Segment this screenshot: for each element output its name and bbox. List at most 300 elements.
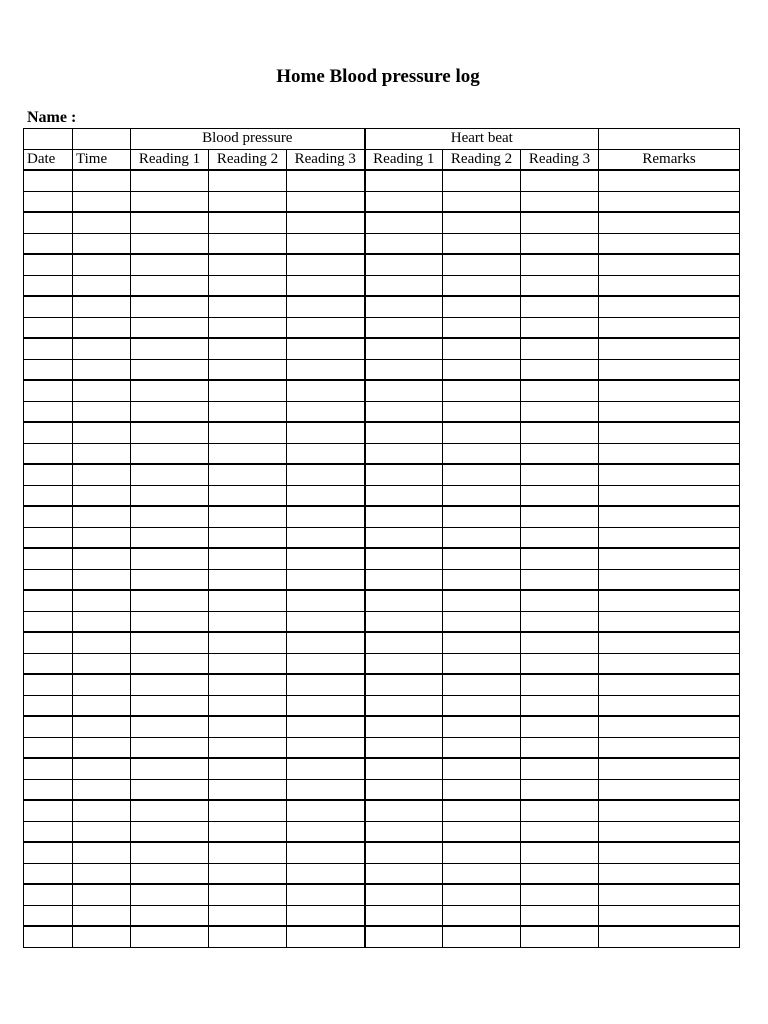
bp-reading-2-cell[interactable] (209, 821, 287, 842)
remarks-cell[interactable] (599, 632, 740, 653)
bp-reading-1-cell[interactable] (131, 422, 209, 443)
bp-reading-2-cell[interactable] (209, 191, 287, 212)
remarks-cell[interactable] (599, 464, 740, 485)
hb-reading-1-cell[interactable] (365, 527, 443, 548)
bp-reading-1-cell[interactable] (131, 632, 209, 653)
date-cell[interactable] (24, 569, 73, 590)
bp-reading-2-cell[interactable] (209, 506, 287, 527)
bp-reading-3-cell[interactable] (287, 863, 365, 884)
bp-reading-3-cell[interactable] (287, 779, 365, 800)
date-cell[interactable] (24, 695, 73, 716)
bp-reading-2-cell[interactable] (209, 716, 287, 737)
hb-reading-3-cell[interactable] (521, 338, 599, 359)
bp-reading-3-cell[interactable] (287, 233, 365, 254)
bp-reading-3-cell[interactable] (287, 317, 365, 338)
hb-reading-2-cell[interactable] (443, 737, 521, 758)
hb-reading-3-cell[interactable] (521, 905, 599, 926)
remarks-cell[interactable] (599, 485, 740, 506)
date-cell[interactable] (24, 401, 73, 422)
bp-reading-1-cell[interactable] (131, 905, 209, 926)
bp-reading-2-cell[interactable] (209, 443, 287, 464)
hb-reading-1-cell[interactable] (365, 548, 443, 569)
time-cell[interactable] (73, 926, 131, 947)
bp-reading-3-cell[interactable] (287, 380, 365, 401)
bp-reading-1-cell[interactable] (131, 926, 209, 947)
hb-reading-1-cell[interactable] (365, 905, 443, 926)
remarks-cell[interactable] (599, 674, 740, 695)
hb-reading-3-cell[interactable] (521, 233, 599, 254)
hb-reading-1-cell[interactable] (365, 359, 443, 380)
bp-reading-3-cell[interactable] (287, 338, 365, 359)
time-cell[interactable] (73, 317, 131, 338)
hb-reading-3-cell[interactable] (521, 674, 599, 695)
time-cell[interactable] (73, 380, 131, 401)
hb-reading-1-cell[interactable] (365, 737, 443, 758)
time-cell[interactable] (73, 212, 131, 233)
bp-reading-1-cell[interactable] (131, 800, 209, 821)
bp-reading-2-cell[interactable] (209, 674, 287, 695)
hb-reading-3-cell[interactable] (521, 548, 599, 569)
bp-reading-2-cell[interactable] (209, 485, 287, 506)
bp-reading-3-cell[interactable] (287, 884, 365, 905)
time-cell[interactable] (73, 695, 131, 716)
hb-reading-2-cell[interactable] (443, 233, 521, 254)
bp-reading-3-cell[interactable] (287, 611, 365, 632)
time-cell[interactable] (73, 548, 131, 569)
bp-reading-2-cell[interactable] (209, 359, 287, 380)
hb-reading-3-cell[interactable] (521, 212, 599, 233)
remarks-cell[interactable] (599, 884, 740, 905)
date-cell[interactable] (24, 506, 73, 527)
bp-reading-1-cell[interactable] (131, 695, 209, 716)
hb-reading-1-cell[interactable] (365, 821, 443, 842)
bp-reading-3-cell[interactable] (287, 737, 365, 758)
hb-reading-1-cell[interactable] (365, 926, 443, 947)
date-cell[interactable] (24, 317, 73, 338)
bp-reading-1-cell[interactable] (131, 212, 209, 233)
bp-reading-1-cell[interactable] (131, 401, 209, 422)
hb-reading-1-cell[interactable] (365, 653, 443, 674)
hb-reading-3-cell[interactable] (521, 422, 599, 443)
hb-reading-2-cell[interactable] (443, 758, 521, 779)
date-cell[interactable] (24, 296, 73, 317)
time-cell[interactable] (73, 233, 131, 254)
bp-reading-1-cell[interactable] (131, 590, 209, 611)
bp-reading-3-cell[interactable] (287, 191, 365, 212)
bp-reading-1-cell[interactable] (131, 275, 209, 296)
hb-reading-3-cell[interactable] (521, 464, 599, 485)
date-cell[interactable] (24, 800, 73, 821)
bp-reading-3-cell[interactable] (287, 758, 365, 779)
hb-reading-2-cell[interactable] (443, 632, 521, 653)
hb-reading-2-cell[interactable] (443, 926, 521, 947)
date-cell[interactable] (24, 779, 73, 800)
hb-reading-1-cell[interactable] (365, 422, 443, 443)
time-cell[interactable] (73, 611, 131, 632)
bp-reading-2-cell[interactable] (209, 464, 287, 485)
date-cell[interactable] (24, 254, 73, 275)
time-cell[interactable] (73, 821, 131, 842)
remarks-cell[interactable] (599, 401, 740, 422)
date-cell[interactable] (24, 212, 73, 233)
hb-reading-2-cell[interactable] (443, 317, 521, 338)
time-cell[interactable] (73, 737, 131, 758)
bp-reading-1-cell[interactable] (131, 548, 209, 569)
hb-reading-1-cell[interactable] (365, 842, 443, 863)
time-cell[interactable] (73, 254, 131, 275)
bp-reading-2-cell[interactable] (209, 170, 287, 191)
hb-reading-1-cell[interactable] (365, 191, 443, 212)
hb-reading-2-cell[interactable] (443, 359, 521, 380)
hb-reading-2-cell[interactable] (443, 296, 521, 317)
bp-reading-1-cell[interactable] (131, 338, 209, 359)
time-cell[interactable] (73, 275, 131, 296)
hb-reading-3-cell[interactable] (521, 506, 599, 527)
bp-reading-3-cell[interactable] (287, 464, 365, 485)
hb-reading-3-cell[interactable] (521, 758, 599, 779)
bp-reading-3-cell[interactable] (287, 275, 365, 296)
hb-reading-3-cell[interactable] (521, 254, 599, 275)
hb-reading-3-cell[interactable] (521, 737, 599, 758)
time-cell[interactable] (73, 296, 131, 317)
bp-reading-2-cell[interactable] (209, 926, 287, 947)
date-cell[interactable] (24, 821, 73, 842)
date-cell[interactable] (24, 422, 73, 443)
date-cell[interactable] (24, 443, 73, 464)
bp-reading-2-cell[interactable] (209, 842, 287, 863)
bp-reading-3-cell[interactable] (287, 926, 365, 947)
bp-reading-1-cell[interactable] (131, 464, 209, 485)
bp-reading-3-cell[interactable] (287, 212, 365, 233)
bp-reading-3-cell[interactable] (287, 632, 365, 653)
bp-reading-2-cell[interactable] (209, 401, 287, 422)
hb-reading-2-cell[interactable] (443, 569, 521, 590)
time-cell[interactable] (73, 485, 131, 506)
bp-reading-2-cell[interactable] (209, 548, 287, 569)
bp-reading-1-cell[interactable] (131, 191, 209, 212)
bp-reading-2-cell[interactable] (209, 611, 287, 632)
hb-reading-2-cell[interactable] (443, 275, 521, 296)
bp-reading-2-cell[interactable] (209, 779, 287, 800)
hb-reading-2-cell[interactable] (443, 674, 521, 695)
bp-reading-2-cell[interactable] (209, 758, 287, 779)
hb-reading-2-cell[interactable] (443, 485, 521, 506)
hb-reading-2-cell[interactable] (443, 779, 521, 800)
time-cell[interactable] (73, 779, 131, 800)
hb-reading-3-cell[interactable] (521, 590, 599, 611)
bp-reading-2-cell[interactable] (209, 233, 287, 254)
remarks-cell[interactable] (599, 821, 740, 842)
bp-reading-3-cell[interactable] (287, 548, 365, 569)
hb-reading-1-cell[interactable] (365, 695, 443, 716)
bp-reading-3-cell[interactable] (287, 296, 365, 317)
hb-reading-2-cell[interactable] (443, 884, 521, 905)
hb-reading-1-cell[interactable] (365, 275, 443, 296)
time-cell[interactable] (73, 422, 131, 443)
time-cell[interactable] (73, 170, 131, 191)
hb-reading-1-cell[interactable] (365, 338, 443, 359)
hb-reading-3-cell[interactable] (521, 779, 599, 800)
hb-reading-1-cell[interactable] (365, 569, 443, 590)
hb-reading-3-cell[interactable] (521, 380, 599, 401)
hb-reading-1-cell[interactable] (365, 506, 443, 527)
hb-reading-3-cell[interactable] (521, 170, 599, 191)
remarks-cell[interactable] (599, 317, 740, 338)
date-cell[interactable] (24, 716, 73, 737)
bp-reading-3-cell[interactable] (287, 359, 365, 380)
remarks-cell[interactable] (599, 779, 740, 800)
remarks-cell[interactable] (599, 170, 740, 191)
date-cell[interactable] (24, 170, 73, 191)
bp-reading-2-cell[interactable] (209, 317, 287, 338)
time-cell[interactable] (73, 191, 131, 212)
hb-reading-3-cell[interactable] (521, 800, 599, 821)
hb-reading-3-cell[interactable] (521, 359, 599, 380)
time-cell[interactable] (73, 884, 131, 905)
time-cell[interactable] (73, 359, 131, 380)
bp-reading-1-cell[interactable] (131, 884, 209, 905)
time-cell[interactable] (73, 905, 131, 926)
time-cell[interactable] (73, 401, 131, 422)
time-cell[interactable] (73, 506, 131, 527)
bp-reading-2-cell[interactable] (209, 380, 287, 401)
hb-reading-1-cell[interactable] (365, 317, 443, 338)
bp-reading-1-cell[interactable] (131, 716, 209, 737)
bp-reading-3-cell[interactable] (287, 800, 365, 821)
remarks-cell[interactable] (599, 611, 740, 632)
hb-reading-3-cell[interactable] (521, 884, 599, 905)
bp-reading-3-cell[interactable] (287, 254, 365, 275)
hb-reading-2-cell[interactable] (443, 422, 521, 443)
bp-reading-2-cell[interactable] (209, 632, 287, 653)
bp-reading-1-cell[interactable] (131, 737, 209, 758)
hb-reading-2-cell[interactable] (443, 611, 521, 632)
bp-reading-1-cell[interactable] (131, 254, 209, 275)
bp-reading-1-cell[interactable] (131, 380, 209, 401)
remarks-cell[interactable] (599, 863, 740, 884)
hb-reading-3-cell[interactable] (521, 191, 599, 212)
bp-reading-1-cell[interactable] (131, 863, 209, 884)
time-cell[interactable] (73, 338, 131, 359)
hb-reading-3-cell[interactable] (521, 653, 599, 674)
date-cell[interactable] (24, 275, 73, 296)
bp-reading-2-cell[interactable] (209, 695, 287, 716)
bp-reading-1-cell[interactable] (131, 485, 209, 506)
hb-reading-2-cell[interactable] (443, 506, 521, 527)
hb-reading-2-cell[interactable] (443, 527, 521, 548)
date-cell[interactable] (24, 737, 73, 758)
hb-reading-2-cell[interactable] (443, 401, 521, 422)
remarks-cell[interactable] (599, 443, 740, 464)
remarks-cell[interactable] (599, 359, 740, 380)
hb-reading-2-cell[interactable] (443, 695, 521, 716)
date-cell[interactable] (24, 653, 73, 674)
remarks-cell[interactable] (599, 233, 740, 254)
date-cell[interactable] (24, 485, 73, 506)
bp-reading-2-cell[interactable] (209, 422, 287, 443)
hb-reading-1-cell[interactable] (365, 443, 443, 464)
hb-reading-2-cell[interactable] (443, 170, 521, 191)
time-cell[interactable] (73, 443, 131, 464)
remarks-cell[interactable] (599, 527, 740, 548)
date-cell[interactable] (24, 464, 73, 485)
hb-reading-1-cell[interactable] (365, 170, 443, 191)
hb-reading-2-cell[interactable] (443, 464, 521, 485)
bp-reading-1-cell[interactable] (131, 317, 209, 338)
date-cell[interactable] (24, 884, 73, 905)
date-cell[interactable] (24, 842, 73, 863)
hb-reading-2-cell[interactable] (443, 338, 521, 359)
bp-reading-1-cell[interactable] (131, 170, 209, 191)
bp-reading-3-cell[interactable] (287, 695, 365, 716)
bp-reading-2-cell[interactable] (209, 338, 287, 359)
hb-reading-3-cell[interactable] (521, 695, 599, 716)
hb-reading-1-cell[interactable] (365, 863, 443, 884)
bp-reading-3-cell[interactable] (287, 170, 365, 191)
date-cell[interactable] (24, 758, 73, 779)
hb-reading-3-cell[interactable] (521, 716, 599, 737)
time-cell[interactable] (73, 800, 131, 821)
time-cell[interactable] (73, 758, 131, 779)
remarks-cell[interactable] (599, 653, 740, 674)
bp-reading-3-cell[interactable] (287, 443, 365, 464)
date-cell[interactable] (24, 674, 73, 695)
hb-reading-1-cell[interactable] (365, 800, 443, 821)
hb-reading-2-cell[interactable] (443, 800, 521, 821)
date-cell[interactable] (24, 632, 73, 653)
remarks-cell[interactable] (599, 191, 740, 212)
hb-reading-2-cell[interactable] (443, 380, 521, 401)
bp-reading-3-cell[interactable] (287, 716, 365, 737)
hb-reading-2-cell[interactable] (443, 842, 521, 863)
bp-reading-3-cell[interactable] (287, 422, 365, 443)
hb-reading-3-cell[interactable] (521, 296, 599, 317)
time-cell[interactable] (73, 569, 131, 590)
remarks-cell[interactable] (599, 716, 740, 737)
date-cell[interactable] (24, 590, 73, 611)
hb-reading-2-cell[interactable] (443, 653, 521, 674)
hb-reading-2-cell[interactable] (443, 590, 521, 611)
hb-reading-3-cell[interactable] (521, 821, 599, 842)
hb-reading-2-cell[interactable] (443, 905, 521, 926)
remarks-cell[interactable] (599, 695, 740, 716)
bp-reading-1-cell[interactable] (131, 506, 209, 527)
bp-reading-3-cell[interactable] (287, 821, 365, 842)
hb-reading-1-cell[interactable] (365, 611, 443, 632)
bp-reading-1-cell[interactable] (131, 359, 209, 380)
bp-reading-2-cell[interactable] (209, 884, 287, 905)
bp-reading-3-cell[interactable] (287, 569, 365, 590)
bp-reading-1-cell[interactable] (131, 653, 209, 674)
remarks-cell[interactable] (599, 590, 740, 611)
hb-reading-2-cell[interactable] (443, 716, 521, 737)
time-cell[interactable] (73, 863, 131, 884)
hb-reading-3-cell[interactable] (521, 527, 599, 548)
hb-reading-3-cell[interactable] (521, 611, 599, 632)
hb-reading-1-cell[interactable] (365, 233, 443, 254)
remarks-cell[interactable] (599, 275, 740, 296)
hb-reading-2-cell[interactable] (443, 821, 521, 842)
time-cell[interactable] (73, 590, 131, 611)
hb-reading-3-cell[interactable] (521, 842, 599, 863)
hb-reading-1-cell[interactable] (365, 485, 443, 506)
bp-reading-1-cell[interactable] (131, 758, 209, 779)
remarks-cell[interactable] (599, 296, 740, 317)
hb-reading-1-cell[interactable] (365, 380, 443, 401)
bp-reading-2-cell[interactable] (209, 527, 287, 548)
remarks-cell[interactable] (599, 338, 740, 359)
remarks-cell[interactable] (599, 569, 740, 590)
time-cell[interactable] (73, 527, 131, 548)
hb-reading-1-cell[interactable] (365, 590, 443, 611)
bp-reading-1-cell[interactable] (131, 842, 209, 863)
bp-reading-3-cell[interactable] (287, 527, 365, 548)
bp-reading-2-cell[interactable] (209, 212, 287, 233)
remarks-cell[interactable] (599, 422, 740, 443)
bp-reading-1-cell[interactable] (131, 233, 209, 254)
hb-reading-2-cell[interactable] (443, 212, 521, 233)
hb-reading-1-cell[interactable] (365, 401, 443, 422)
bp-reading-2-cell[interactable] (209, 569, 287, 590)
hb-reading-3-cell[interactable] (521, 569, 599, 590)
date-cell[interactable] (24, 338, 73, 359)
bp-reading-1-cell[interactable] (131, 821, 209, 842)
hb-reading-3-cell[interactable] (521, 443, 599, 464)
bp-reading-2-cell[interactable] (209, 905, 287, 926)
hb-reading-1-cell[interactable] (365, 254, 443, 275)
date-cell[interactable] (24, 926, 73, 947)
time-cell[interactable] (73, 716, 131, 737)
hb-reading-1-cell[interactable] (365, 716, 443, 737)
remarks-cell[interactable] (599, 905, 740, 926)
remarks-cell[interactable] (599, 212, 740, 233)
date-cell[interactable] (24, 527, 73, 548)
hb-reading-3-cell[interactable] (521, 275, 599, 296)
bp-reading-1-cell[interactable] (131, 296, 209, 317)
date-cell[interactable] (24, 905, 73, 926)
bp-reading-2-cell[interactable] (209, 254, 287, 275)
time-cell[interactable] (73, 674, 131, 695)
time-cell[interactable] (73, 842, 131, 863)
remarks-cell[interactable] (599, 926, 740, 947)
date-cell[interactable] (24, 359, 73, 380)
hb-reading-1-cell[interactable] (365, 884, 443, 905)
hb-reading-2-cell[interactable] (443, 548, 521, 569)
bp-reading-2-cell[interactable] (209, 737, 287, 758)
bp-reading-3-cell[interactable] (287, 842, 365, 863)
bp-reading-2-cell[interactable] (209, 800, 287, 821)
bp-reading-3-cell[interactable] (287, 590, 365, 611)
time-cell[interactable] (73, 653, 131, 674)
hb-reading-1-cell[interactable] (365, 674, 443, 695)
bp-reading-3-cell[interactable] (287, 674, 365, 695)
bp-reading-2-cell[interactable] (209, 296, 287, 317)
hb-reading-2-cell[interactable] (443, 254, 521, 275)
hb-reading-1-cell[interactable] (365, 632, 443, 653)
remarks-cell[interactable] (599, 737, 740, 758)
remarks-cell[interactable] (599, 548, 740, 569)
time-cell[interactable] (73, 632, 131, 653)
hb-reading-1-cell[interactable] (365, 758, 443, 779)
bp-reading-3-cell[interactable] (287, 905, 365, 926)
date-cell[interactable] (24, 380, 73, 401)
date-cell[interactable] (24, 548, 73, 569)
hb-reading-2-cell[interactable] (443, 863, 521, 884)
remarks-cell[interactable] (599, 506, 740, 527)
date-cell[interactable] (24, 233, 73, 254)
remarks-cell[interactable] (599, 800, 740, 821)
hb-reading-2-cell[interactable] (443, 443, 521, 464)
